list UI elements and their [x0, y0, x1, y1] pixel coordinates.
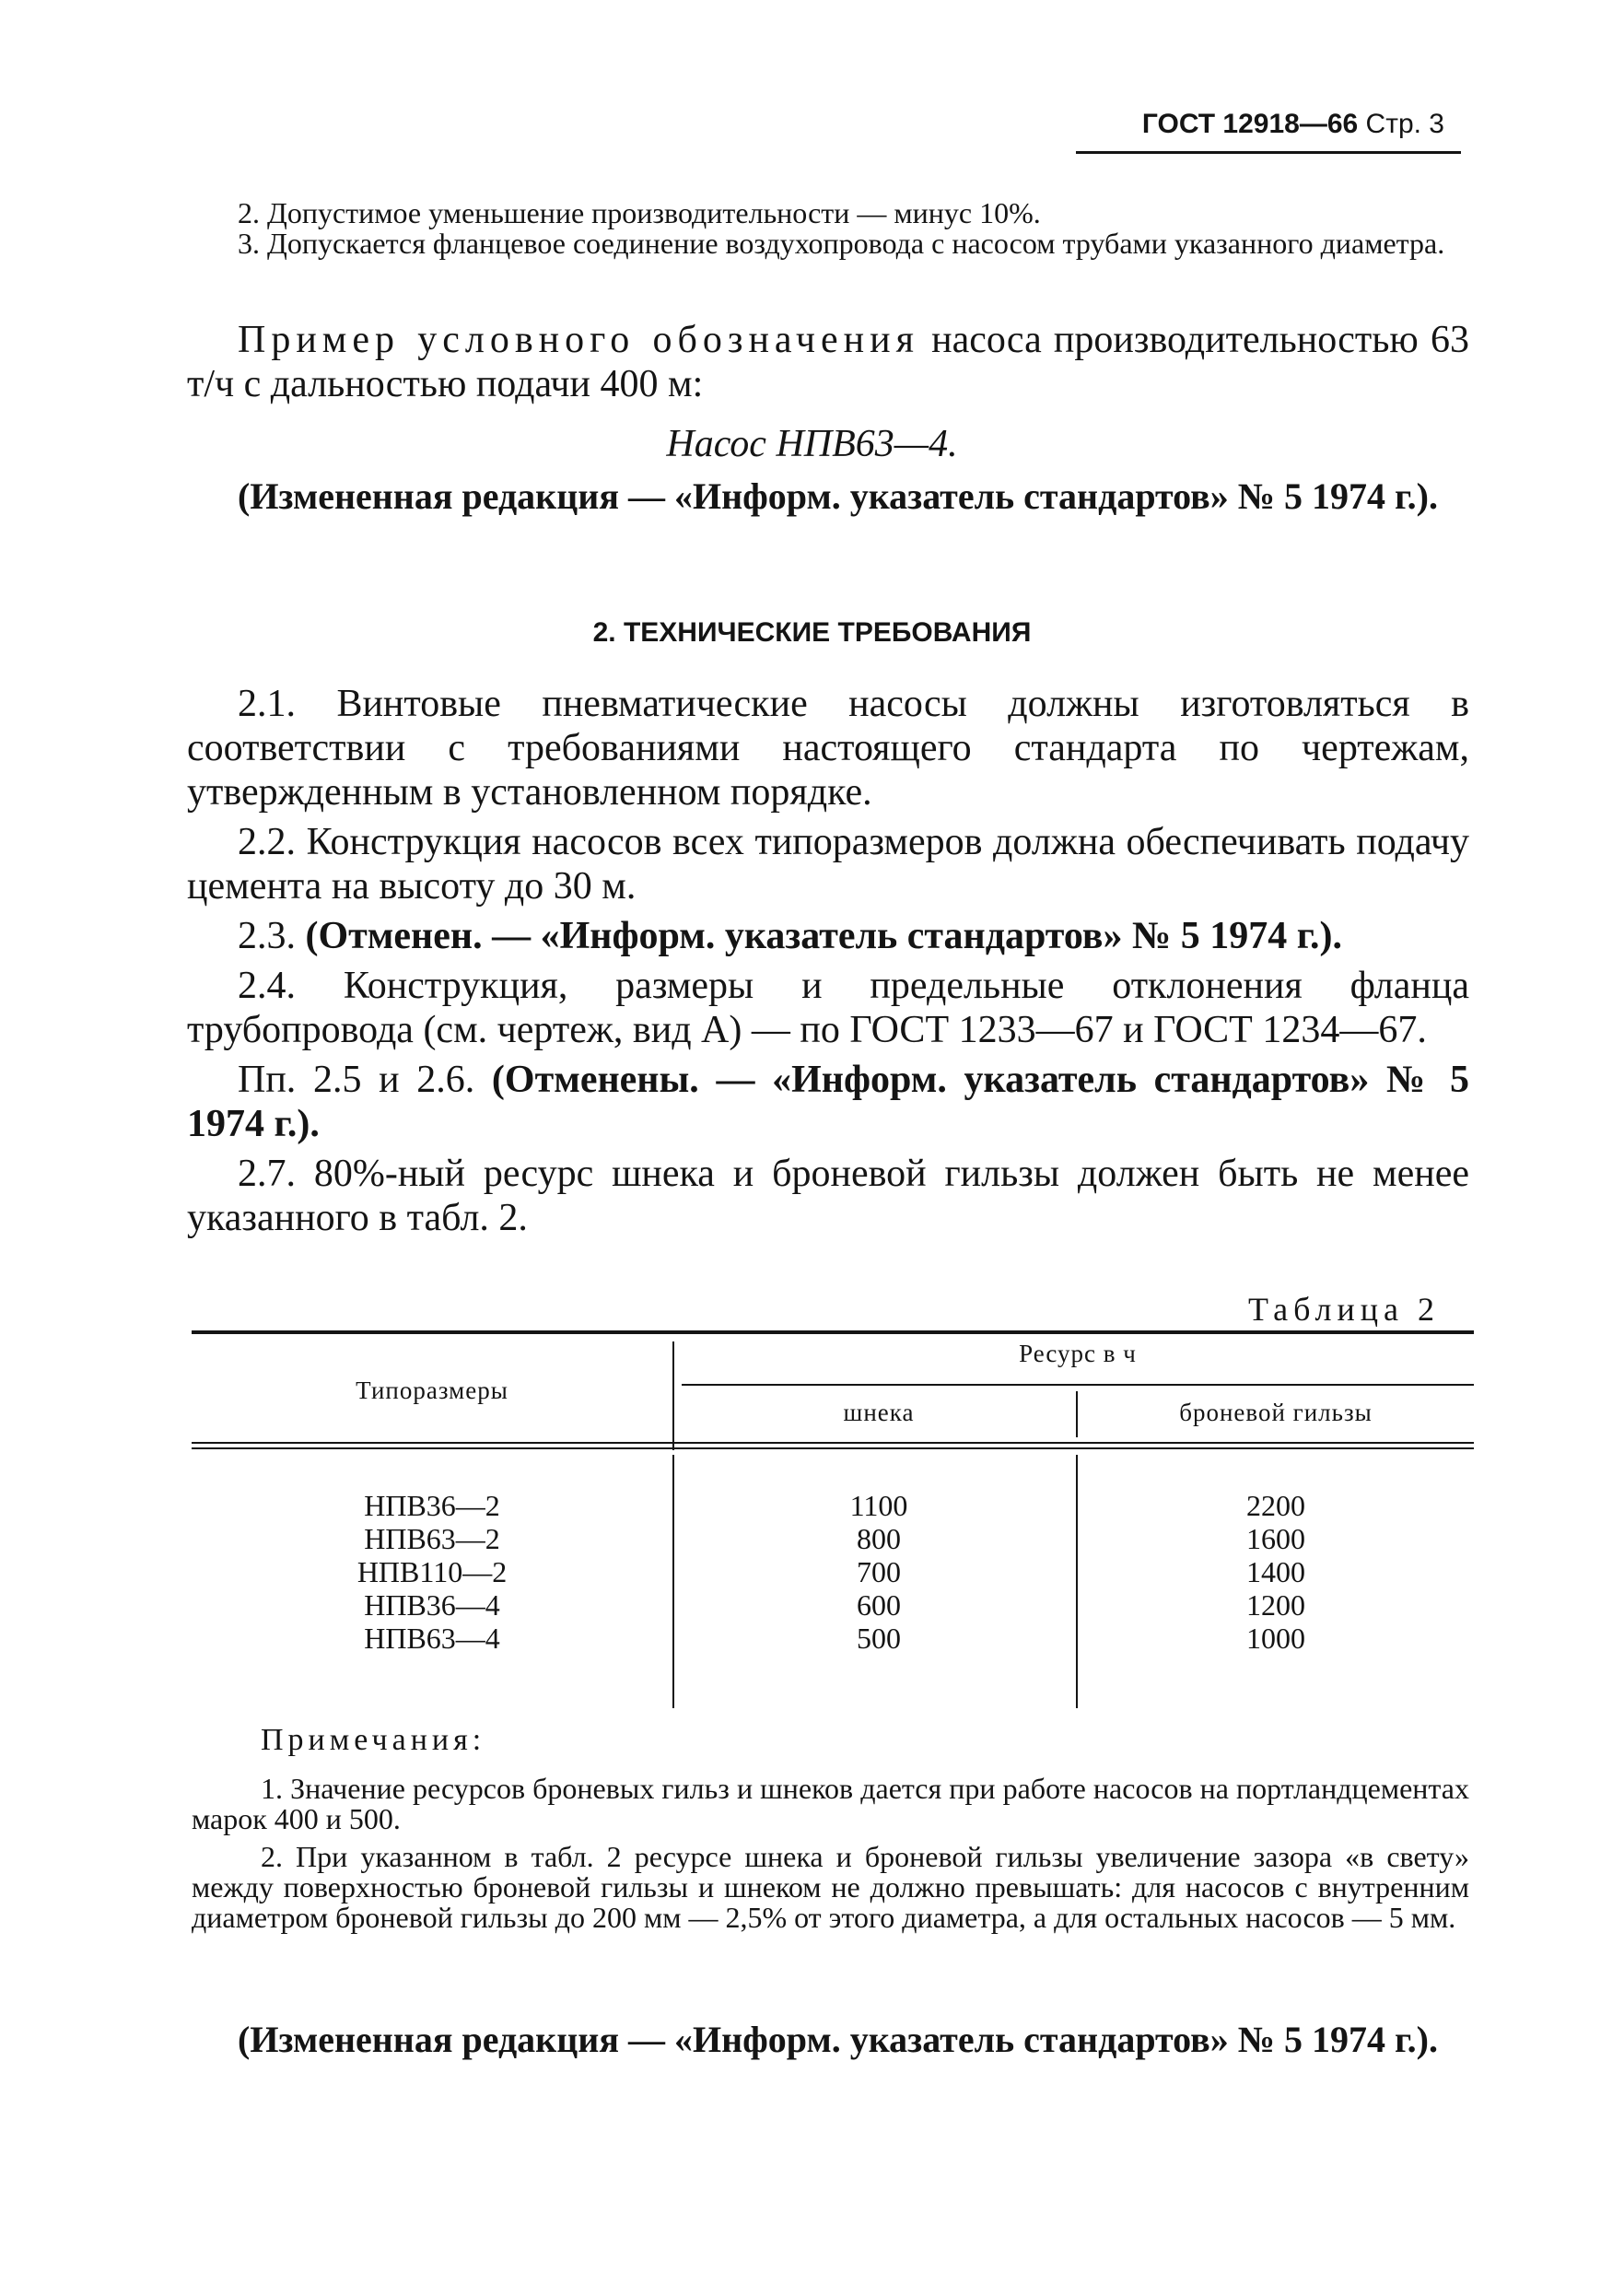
type-cell: НПВ36—2	[364, 1489, 500, 1522]
paragraph-2-5-number: Пп. 2.5 и 2.6.	[238, 1059, 475, 1101]
paragraph-2-5	[187, 1058, 1469, 1146]
top-note-2: 2. Допустимое уменьшение производительности — минус 10%.	[238, 196, 1041, 229]
paragraph-2-4: 2.4. Конструкция, размеры и предельные отклонения фланца трубопровода (см. чертеж, вид А) — по ГОСТ 1233—67 и ГОСТ 1234—67.	[187, 965, 1469, 1051]
type-cell: НПВ110—2	[356, 1555, 508, 1588]
screw-cell: 500	[857, 1622, 901, 1655]
screw-cell: 700	[857, 1555, 901, 1588]
page-header	[1142, 109, 1444, 140]
header-screw: шнека	[843, 1399, 915, 1426]
table-header-rule-1	[192, 1442, 1474, 1444]
section-title: 2. ТЕХНИЧЕСКИЕ ТРЕБОВАНИЯ	[592, 617, 1032, 648]
notes-list	[192, 1774, 1469, 1940]
type-cell: НПВ63—2	[364, 1522, 500, 1555]
column-sleeve	[1078, 1489, 1474, 1655]
screw-cell: 600	[857, 1588, 901, 1622]
section-body	[187, 682, 1469, 1246]
table-vline-1-head	[672, 1341, 674, 1450]
notes-title: Примечания:	[261, 1723, 486, 1757]
table-vline-1	[672, 1455, 674, 1708]
sleeve-cell: 1000	[1246, 1622, 1305, 1655]
example-paragraph	[187, 318, 1469, 406]
note-2: 2. При указанном в табл. 2 ресурсе шнека и броневой гильзы увеличение зазора «в свету» между поверхностью броневой гильзы и шнеком не должно превышать: для насосов с внутренним диаметром броневой гильзы до 200 мм — 2,5% от этого диаметра, а для остальных насосов — 5 мм.	[192, 1840, 1469, 1934]
edition-note-2: (Измененная редакция — «Информ. указатель стандартов» № 5 1974 г.).	[238, 2019, 1438, 2060]
paragraph-2-3-text: (Отменен. — «Информ. указатель стандартов» № 5 1974 г.).	[305, 915, 1343, 957]
table-header-rule-2	[192, 1447, 1474, 1449]
table-subheader-rule	[682, 1384, 1474, 1386]
top-notes	[187, 198, 1467, 259]
note-1: 1. Значение ресурсов броневых гильз и шнеков дается при работе насосов на портландцементах марок 400 и 500.	[192, 1772, 1469, 1835]
edition-note-1: (Измененная редакция — «Информ. указатель стандартов» № 5 1974 г.).	[238, 475, 1438, 517]
type-cell: НПВ63—4	[364, 1622, 500, 1655]
resource-table	[192, 1330, 1474, 1717]
sleeve-cell: 1600	[1246, 1522, 1305, 1555]
example-text: насоса производительностью 63 т/ч с дальностью подачи 400 м:	[187, 319, 1469, 405]
header-sleeve: броневой гильзы	[1179, 1399, 1373, 1426]
header-divider	[1076, 151, 1461, 154]
column-screw	[682, 1489, 1076, 1655]
paragraph-2-1: 2.1. Винтовые пневматические насосы должны изготовляться в соответствии с требованиями настоящего стандарта по чертежам, утвержденным в установленном порядке.	[187, 683, 1469, 814]
screw-cell: 1100	[849, 1489, 908, 1522]
column-types	[192, 1489, 672, 1655]
example-spaced-text: Пример условного обозначения	[238, 319, 919, 361]
screw-cell: 800	[857, 1522, 901, 1555]
sleeve-cell: 1400	[1246, 1555, 1305, 1588]
standard-code: ГОСТ 12918—66	[1141, 109, 1359, 139]
paragraph-2-3-number: 2.3.	[238, 915, 296, 957]
paragraph-2-2: 2.2. Конструкция насосов всех типоразмеров должна обеспечивать подачу цемента на высоту до 30 м.	[187, 821, 1469, 908]
paragraph-2-5-text: (Отменены. — «Информ. указатель стандартов» № 5 1974 г.).	[187, 1059, 1469, 1145]
sleeve-cell: 1200	[1246, 1588, 1305, 1622]
paragraph-2-7: 2.7. 80%-ный ресурс шнека и броневой гильзы должен быть не менее указанного в табл. 2.	[187, 1153, 1469, 1239]
table-caption: Таблица 2	[1248, 1291, 1440, 1328]
header-type: Типоразмеры	[356, 1376, 508, 1404]
top-note-3: 3. Допускается фланцевое соединение воздухопровода с насосом трубами указанного диаметра.	[238, 227, 1445, 260]
paragraph-2-3	[187, 914, 1469, 958]
page-number: Стр. 3	[1365, 109, 1444, 139]
type-cell: НПВ36—4	[364, 1588, 500, 1622]
header-resource: Ресурс в ч	[1019, 1340, 1137, 1367]
example-designation: Насос НПВ63—4.	[666, 423, 958, 465]
sleeve-cell: 2200	[1246, 1489, 1305, 1522]
table-top-rule	[192, 1330, 1474, 1334]
